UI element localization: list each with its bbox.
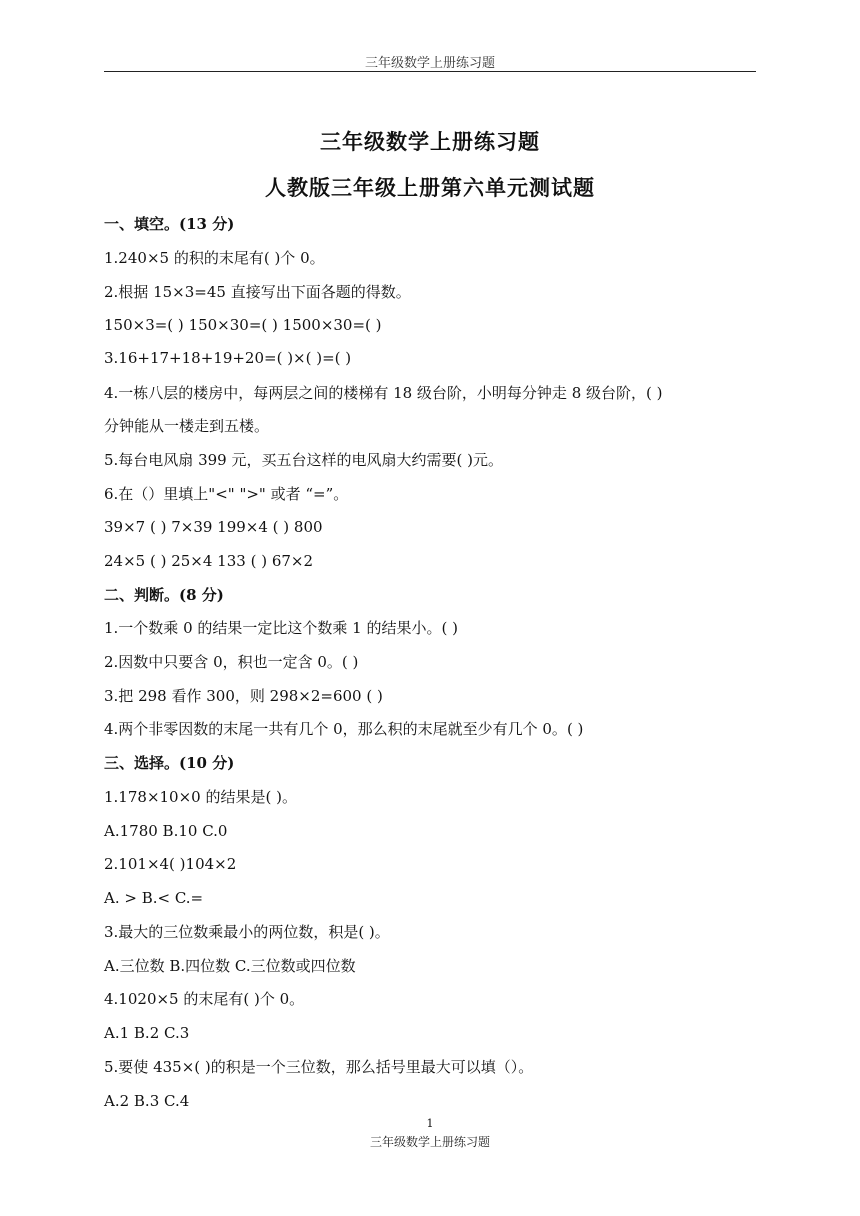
question-line: 4.1020×5 的末尾有( )个 0。 bbox=[104, 990, 305, 1008]
answer-options: A.三位数 B.四位数 C.三位数或四位数 bbox=[104, 957, 356, 975]
answer-options: A.1780 B.10 C.0 bbox=[104, 822, 228, 840]
question-line: 3.把 298 看作 300，则 298×2=600 ( ) bbox=[104, 687, 383, 705]
answer-options: A.1 B.2 C.3 bbox=[104, 1024, 190, 1042]
question-line: 5.每台电风扇 399 元，买五台这样的电风扇大约需要( )元。 bbox=[104, 451, 503, 469]
question-line: 5.要使 435×( )的积是一个三位数，那么括号里最大可以填（）。 bbox=[104, 1058, 534, 1076]
question-line: 1.240×5 的积的末尾有( )个 0。 bbox=[104, 249, 325, 267]
page-number: 1 bbox=[426, 1117, 434, 1130]
question-line: 3.最大的三位数乘最小的两位数，积是( )。 bbox=[104, 923, 390, 941]
question-line: 150×3=( ) 150×30=( ) 1500×30=( ) bbox=[104, 316, 382, 334]
question-line: 分钟能从一楼走到五楼。 bbox=[104, 417, 270, 435]
question-line: 4.两个非零因数的末尾一共有几个 0，那么积的末尾就至少有几个 0。( ) bbox=[104, 720, 584, 738]
section-heading: 一、填空。(13 分) bbox=[104, 215, 235, 233]
section-heading: 二、判断。(8 分) bbox=[104, 586, 224, 604]
doc-title: 三年级数学上册练习题 bbox=[320, 129, 540, 154]
question-line: 4.一栋八层的楼房中，每两层之间的楼梯有 18 级台阶，小明每分钟走 8 级台阶，( ) bbox=[104, 384, 663, 402]
answer-options: A.2 B.3 C.4 bbox=[104, 1092, 190, 1110]
question-line: 39×7 ( ) 7×39 199×4 ( ) 800 bbox=[104, 518, 323, 536]
doc-subtitle: 人教版三年级上册第六单元测试题 bbox=[265, 175, 595, 200]
answer-options: A. > B.< C.= bbox=[104, 889, 204, 907]
page-footer: 三年级数学上册练习题 bbox=[369, 1135, 490, 1149]
question-line: 24×5 ( ) 25×4 133 ( ) 67×2 bbox=[104, 552, 314, 570]
header-rule bbox=[104, 71, 756, 72]
question-line: 2.根据 15×3=45 直接写出下面各题的得数。 bbox=[104, 283, 411, 301]
question-line: 6.在（）里填上"<" ">" 或者 “=”。 bbox=[104, 485, 349, 503]
question-line: 1.178×10×0 的结果是( )。 bbox=[104, 788, 297, 806]
question-line: 3.16+17+18+19+20=( )×( )=( ) bbox=[104, 349, 352, 367]
page-header: 三年级数学上册练习题 bbox=[364, 56, 495, 71]
section-heading: 三、选择。(10 分) bbox=[104, 754, 235, 772]
question-line: 2.101×4( )104×2 bbox=[104, 855, 237, 873]
question-line: 2.因数中只要含 0，积也一定含 0。( ) bbox=[104, 653, 359, 671]
question-line: 1.一个数乘 0 的结果一定比这个数乘 1 的结果小。( ) bbox=[104, 619, 458, 637]
